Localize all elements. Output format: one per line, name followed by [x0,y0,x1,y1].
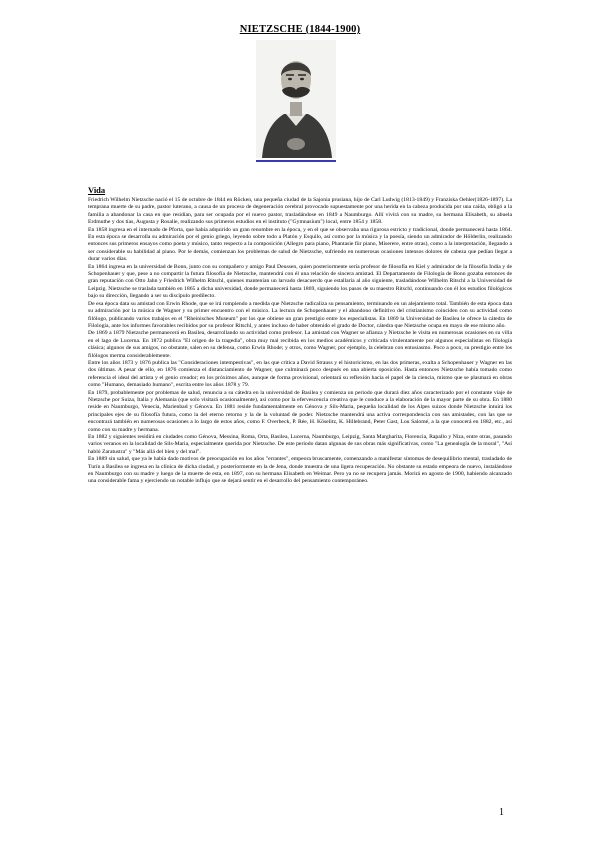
paragraph: En 1864 ingresa en la universidad de Bonn, junto con su compañero y amigo Paul Deussen, quien posteriormente sería profesor de filosofía en Kiel y admirador de la filosofía India y de Schopenhauer y que, pese a no compartir la futura filosofía de Nietzsche, mantendrá con él una relación de sincera amistad. El Departamento de Filología de Bonn gozaba entonces de gran reputación con Otto Jahn y Friedrich Wilhelm Ritschl, quienes mantenían un larvado desacuerdo que estallaría al año siguiente, trasladándose Wilhelm Ritschl a la Universidad de Leipzig. Nietzsche se traslada también en 1865 a dicha universidad, donde permanecerá hasta 1869, siguiendo los pasos de su maestro Ritschl, continuando con él los estudios filológicos bajo su dirección, llegando a ser su discípulo predilecto. [88,263,512,300]
paragraph: En 1889 sin salud, que ya le había dado motivos de preocupación en los años "errantes", empeora bruscamente, comenzando a manifestar síntomas de desequilibrio mental, trasladado de Turín a Basilea se ingresa en la clínica de dicha ciudad, y posteriormente en la de Jena, donde muestra de una ligera recuperación. No obstante su estado empeora de nuevo, instalándose en Naumburgo con su madre y luego de la muerte de esta, en 1897, con su hermana Elisabeth en Weimar. Pero ya no se recupera jamás. Morirá en agosto de 1900, habiendo alcanzado una considerable fama y ejerciendo un notable influjo que se dejará sentir en el desarrollo del pensamiento contemporáneo. [88,456,512,485]
portrait-drawing [256,40,336,158]
paragraph: En 1882 y siguientes residirá en ciudades como Génova, Messina, Roma, Orta, Basilea, Lucerna, Naumburgo, Leipzig, Santa Margharita, Florencia, Rapallo y Niza, entre otras, pasando varios veranos en la localidad de Sils-Maria, especialmente querida por Nietzsche. De este periodo datan algunas de sus obras más significativas, como "La genealogía de la moral", "Así habló Zaratustra" y "Más allá del bien y del mal". [88,434,512,455]
paragraph: Entre los años 1873 y 1876 publica las "Consideraciones intempestivas", en las que critica a David Strauss y el historicismo, en las dos primeras, exalta a Schopenhauer y Wagner en las dos últimas. A pesar de ello, en 1876 comienza el distanciamiento de Wagner, que culminará poco después en una abierta oposición. Hasta entonces Nietzsche había tomado como referencia el ideal del artista y el genio creador; en los próximos años, aunque de forma provisional, orientará su reflexión hacia el papel de la ciencia, mismo que se plasmará en obras como "Humano, demasiado humano", escrita entre los años 1878 y 79. [88,359,512,389]
section-heading-vida: Vida [88,185,106,195]
paragraph: De esa época data su amistad con Erwin Rhode, que se irá rompiendo a medida que Nietzsche radicaliza su pensamiento, terminando en un alejamiento total. También de esta época data su admiración por la música de Wagner y su primer encuentro con el músico. La lectura de Schopenhauer y el abandono definitivo del cristianismo coinciden con su actividad como filólogo, publicando varios trabajos en el "Rheinisches Museum" por los que obtiene un gran prestigio entre los especialistas. En 1869 la Universidad de Basilea le ofrece la cátedra de Filología, ante los informes favorables recibidos por su profesor Ritschl, y antes incluso de haber obtenido el grado de Doctor, cátedra que Nietzsche ocupa en mayo de ese mismo año. [88,300,512,329]
portrait-link-underline[interactable] [256,160,336,162]
paragraph: En 1879, probablemente por problemas de salud, renuncia a su cátedra en la universidad de Basilea y comienza un periodo que durará diez años caracterizado por el constante viaje de Nietzsche por Suiza, Italia y Alemania (que solo visitará ocasionalmente), así como por la efervescencia creativa que le conduce a la elaboración de la mayor parte de su obra. En 1880 reside en Naumburgo, Venecia, Marienbad y Génova. En 1881 reside fundamentalmente en Génova y Sils-Maria, pequeña localidad de los Alpes suizos donde Nietzsche intuirá los principales ejes de su filosofía futura, como la del eterno retorno y la de la voluntad de poder. Nietzsche mantendrá una activa correspondencia con sus amistades, con las que se encontrará también en numerosas ocasiones a lo largo de estos años, como F. Overbeck, P. Rée, H. Köselitz, K. Hillebrand, Peter Gast, Lou Salomé, a la que conocerá en 1882, etc., así como con su madre y hermana. [88,389,512,433]
paragraph: Friedrich Wilhelm Nietzsche nació el 15 de octubre de 1844 en Röcken, una pequeña ciudad de la Sajonia prusiana, hijo de Carl Ludwig (1813-1849) y Franziska Oehler(1826-1897). La temprana muerte de su padre, pastor luterano, a causa de un proceso de degeneración cerebral provocado supuestamente por una herida en la cabeza producida por una caída, obligó a la familia a abandonar la casa en que residían, para ser ocupada por el nuevo pastor, trasladándose en 1849 a Naumburgo. Allí vivirá con su madre, su hermana Elisabeth, su abuela Erdmuthe y dos tías, Augusta y Rosalie, realizando sus primeros estudios en el instituto ("Gymnasium") local, entre 1854 y 1858. [88,197,512,226]
biography-text [88,197,512,486]
paragraph: En 1858 ingresa en el internado de Pforta, que había adquirido un gran renombre en la época, y en el que se observaba una rigurosa estricto y tradicional, donde permanecerá hasta 1864. En esta época se desarrolla su admiración por el genio griego, leyendo sobre todo a Platón y Esquilo, así como por la música y la poesía, siendo un admirador de Hölderlin, realizando entonces sus primeros ensayos como poeta y músico, tanto respecto a la composición (Allegro para piano, Phantasie für piano, Miserere, entre otras), como a la interpretación, llegando a ser considerable su habilidad al piano. Por le demás, comienzan los problemas de salud de Nietzsche, sufriendo en numerosas ocasiones intensos dolores de cabeza que pedían llegar a durar varios días. [88,226,512,263]
portrait-image [256,40,336,158]
paragraph: De 1869 a 1879 Nietzsche permanecerá en Basilea, desarrollando su actividad como profesor. La amistad con Wagner se afianza y Nietzsche le visita en numerosas ocasiones en su villa en el lago de Lucerna. En 1872 publica "El origen de la tragedia", obra muy mal recibida en los medios académicos y criticada virulentamente por algunos especialistas en filología clásica; algunos de sus amigos, no obstante, salen en su defensa, como Erwin Rhode; y otros, como Wagner, por ejemplo, la celebran con entusiasmo. Poco a poco, su prestigio entre los filólogos merma considerablemente. [88,330,512,359]
page-number: 1 [499,807,504,818]
document-title: NIETZSCHE (1844-1900) [239,24,361,35]
